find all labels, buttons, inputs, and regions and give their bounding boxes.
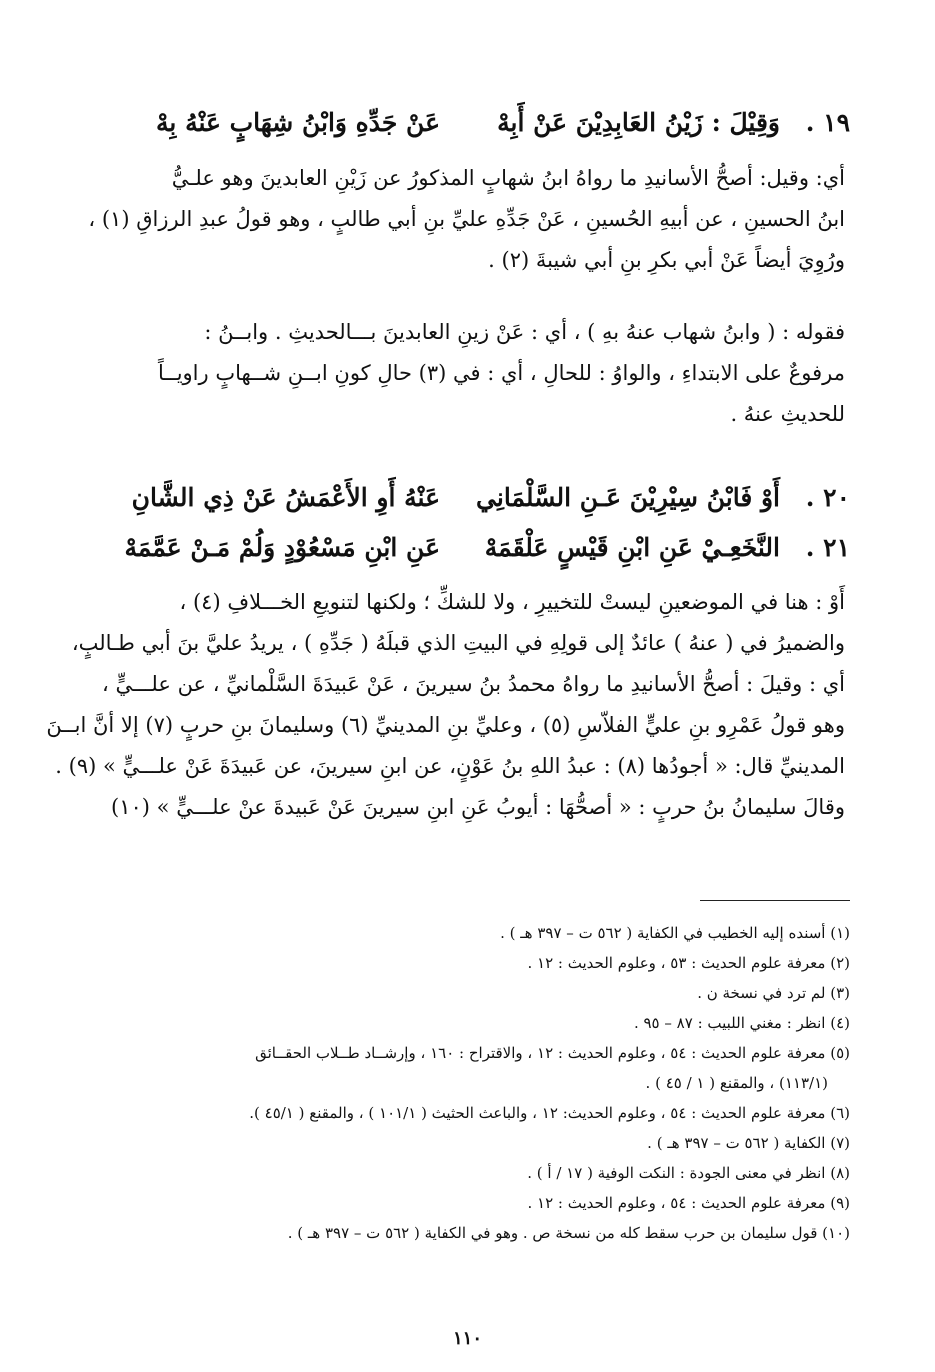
- commentary-line: وقالَ سليمانُ بنُ حربٍ : « أصحُّهَا : أيوبُ عَنِ ابنِ سيرينَ عَنْ عَبيدةَ عنْ علـــيٍّ » (١٠): [111, 795, 845, 819]
- footnote: (٥) معرفة علوم الحديث : ٥٤ ، وعلوم الحديث : ١٢ ، والاقتراح : ١٦٠ ، وإرشــاد طــلاب الحقــائق: [255, 1044, 850, 1062]
- commentary-line: وهو قولُ عَمْرِو بنِ عليٍّ الفلاّسِ (٥) ، وعليِّ بنِ المدينيِّ (٦) وسليمانَ بنِ حربٍ (٧) إلا أنَّ ابــنَ: [46, 713, 845, 737]
- commentary-line: أَوْ : هنا في الموضعينِ ليستْ للتخييرِ ، ولا للشكِّ ؛ ولكنها لتنويعِ الخـــلافِ (٤) ،: [179, 590, 845, 614]
- footnote-continuation: (١١٣/١) ، والمقنع ( ١ / ٤٥ ) .: [645, 1074, 828, 1092]
- verse-number: ٢١ .: [805, 532, 850, 562]
- verse-first-hemistich: أَوْ فَابْنُ سِيْرِيْنَ عَـنِ السَّلْمَانِي: [476, 482, 780, 512]
- footnote: (٦) معرفة علوم الحديث : ٥٤ ، وعلوم الحديث: ١٢ ، والباعث الحثيث ( ١٠١/١ ) ، والمقنع ( ٤٥/١ ).: [249, 1104, 850, 1122]
- verse-second-hemistich: عَنْ جَدِّهِ وَابْنُ شِهَابٍ عَنْهُ بِهْ: [156, 107, 440, 137]
- verse-number: ٢٠ .: [805, 482, 850, 512]
- footnote: (١) أسنده إليه الخطيب في الكفاية ( ٥٦٢ ت – ٣٩٧ هـ ) .: [500, 924, 850, 942]
- footnote: (٧) الكفاية ( ٥٦٢ ت – ٣٩٧ هـ ) .: [647, 1134, 850, 1152]
- verse-first-hemistich: وَقِيْلَ : زَيْنُ العَابِدِيْنَ عَنْ أَبِهْ: [497, 107, 780, 137]
- page-number: ١١٠: [452, 1328, 482, 1349]
- commentary-line: ورُوِيَ أيضاً عَنْ أبي بكرِ بنِ أبي شيبةَ (٢) .: [488, 248, 845, 272]
- footnote: (٣) لم ترد في نسخة ن .: [697, 984, 850, 1002]
- commentary-verse-19: [88, 158, 845, 281]
- footnote: (٢) معرفة علوم الحديث : ٥٣ ، وعلوم الحديث : ١٢ .: [527, 954, 850, 972]
- commentary-verses-20-21: [46, 582, 845, 828]
- footnote: (٩) معرفة علوم الحديث : ٥٤ ، وعلوم الحديث : ١٢ .: [527, 1194, 850, 1212]
- footnote: (٤) انظر : مغني اللبيب : ٨٧ – ٩٥ .: [633, 1014, 850, 1032]
- verse-first-hemistich: النَّخَعِـيْ عَنِ ابْنِ قَيْسٍ عَلْقَمَهْ: [484, 532, 780, 562]
- commentary-line: ابنُ الحسينِ ، عن أبيهِ الحُسينِ ، عَنْ جَدِّهِ عليِّ بنِ أبي طالبٍ ، وهو قولُ عبدِ الرزاقِ (١) ،: [88, 207, 845, 231]
- verse-20: [90, 477, 850, 517]
- footnote: (١٠) قول سليمان بن حرب سقط كله من نسخة ص . وهو في الكفاية ( ٥٦٢ ت – ٣٩٧ هـ ) .: [287, 1224, 850, 1242]
- commentary-line: للحديثِ عنهُ .: [730, 402, 845, 426]
- commentary-line: والضميرُ في ( عنهُ ) عائدٌ إلى قولِهِ في البيتِ الذي قبلَهُ ( جَدِّهِ ) ، يريدُ عليَّ بنَ أبي طـالبٍ،: [71, 631, 845, 655]
- footnotes: [85, 918, 850, 1248]
- commentary-ibn-shihab: [95, 312, 845, 435]
- footnote-separator: [700, 900, 850, 901]
- commentary-line: مرفوعٌ على الابتداءِ ، والواوُ : للحالِ ، أي : في (٣) حالِ كونِ ابــنِ شــهابٍ راويــاً: [157, 361, 845, 385]
- verse-second-hemistich: عَنْهُ أَوِ الأَعْمَشُ عَنْ ذِي الشَّانِ: [131, 482, 440, 512]
- verse-19: [90, 102, 850, 142]
- commentary-line: أي: وقيل: أصحُّ الأسانيدِ ما رواهُ ابنُ شهابٍ المذكورُ عن زَيْنِ العابدينَ وهو علـيُّ: [171, 166, 845, 190]
- verse-21: [90, 527, 850, 567]
- verse-second-hemistich: عَنِ ابْنِ مَسْعُوْدٍ وَلُمْ مَـنْ عَمَّمَهْ: [124, 532, 440, 562]
- verse-number: ١٩ .: [805, 107, 850, 137]
- commentary-line: أي : وقيلَ : أصحُّ الأسانيدِ ما رواهُ محمدُ بنُ سيرينَ ، عَنْ عَبيدَةَ السَّلْمانيِّ ، عن علـــيٍّ ،: [102, 672, 845, 696]
- commentary-line: فقوله : ( وابنُ شهاب عنهُ بهِ ) ، أي : عَنْ زينِ العابدينَ بـــالحديثِ . وابــنُ :: [204, 320, 845, 344]
- commentary-line: المدينيِّ قال: « أجودُها (٨) : عبدُ اللهِ بنُ عَوْنٍ، عن ابنِ سيرينَ، عن عَبيدَةَ عَنْ علـــيٍّ » (٩) .: [55, 754, 845, 778]
- footnote: (٨) انظر في معنى الجودة : النكت الوفية ( ١٧ / أ ) .: [527, 1164, 850, 1182]
